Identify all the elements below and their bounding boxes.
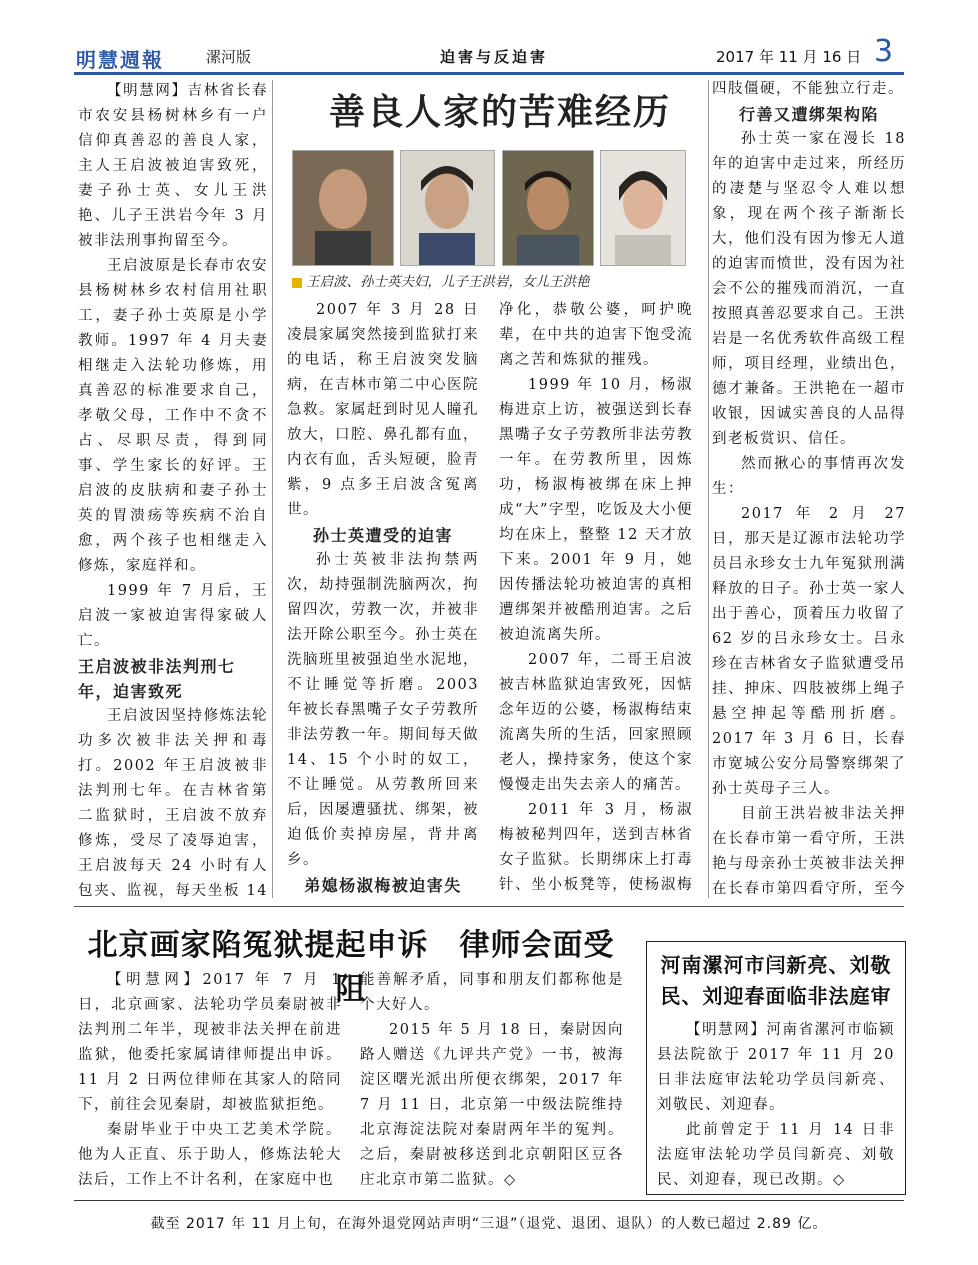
paragraph: 2007 年，二哥王启波被吉林监狱迫害致死，因惦念年迈的公婆，杨淑梅结束流离失所的生活，回家照顾老人，操持家务，使这个家慢慢走出失去亲人的痛苦。 bbox=[499, 652, 693, 793]
paragraph: 秦尉毕业于中央工艺美术学院。他为人正直、乐于助人，修炼法轮大法后，工作上不计名利，在家庭中也 bbox=[78, 1122, 342, 1188]
paragraph: 孙士英一家在漫长 18 年的迫害中走过来，所经历的凄楚与坚忍令人难以想象，现在两个孩子渐渐长大，他们没有因为惨无人道的迫害而愤世，没有因为社会不公的摧残而消沉，一直按照真善忍要求自己。王洪岩是一名优秀软件高级工程师，项目经理，业绩出色，德才兼备。王洪艳在一超市收银，因诚实善良的人品得到老板赏识、信任。 bbox=[712, 131, 906, 447]
photo-wang-hongyan-daughter bbox=[600, 150, 686, 266]
paragraph: 王启波原是长春市农安县杨树林乡农村信用社职工，妻子孙士英原是小学教师。1997 年 4 月夫妻相继走入法轮功修炼，用真善忍的标准要求自己，孝敬父母，工作中不贪不占、尽职尽责，得到同事、学生家长的好评。王启波的皮肤病和妻子孙士英的胃溃疡等疾病不治自愈，两个孩子也相继走入修炼，家庭祥和。 bbox=[78, 258, 268, 574]
article1-title: 善良人家的苦难经历 bbox=[328, 92, 671, 133]
edition-label: 漯河版 bbox=[206, 48, 252, 66]
footer-note: 截至 2017 年 11 月上旬，在海外退党网站声明“三退”（退党、退团、退队）的人数已超过 2.89 亿。 bbox=[150, 1216, 828, 1232]
column-divider bbox=[272, 80, 273, 898]
subheading: 孙士英遭受的迫害 bbox=[312, 526, 453, 545]
paragraph: 目前王洪岩被非法关押在长春市第一看守所，王洪艳与母亲孙士英被非法关押在长春市第四看守所，至今 bbox=[712, 806, 906, 897]
paragraph: 能善解矛盾，同事和朋友们都称他是个大好人。 bbox=[360, 972, 624, 1013]
paragraph: 【明慧网】吉林省长春市农安县杨树林乡有一户信仰真善忍的善良人家，主人王启波被迫害致死，妻子孙士英、女儿王洪艳、儿子王洪岩今年 3 月被非法刑事拘留至今。 bbox=[78, 83, 268, 249]
paragraph: 2017 年 2 月 27 日，那天是辽源市法轮功学员吕永珍女士九年冤狱刑满释放的日子。孙士英一家人出于善心，顶着压力收留了 62 岁的吕永珍女士。吕永珍在吉林省女子监狱遭受吊挂、抻床、四肢被绑上绳子悬空抻起等酷刑折磨。2017 年 3 月 6 日，长春市宽城公安分局警察绑架了孙士英母子三人。 bbox=[712, 506, 906, 797]
photo-sun-shiying bbox=[400, 150, 495, 266]
paragraph: 1999 年 7 月后，王启波一家被迫害得家破人亡。 bbox=[78, 583, 268, 649]
photo-wang-qibo bbox=[292, 150, 394, 266]
page-number: 3 bbox=[874, 34, 894, 69]
article2-column-2 bbox=[360, 968, 624, 1188]
caption-marker-icon bbox=[292, 278, 302, 288]
article1-column-1 bbox=[78, 79, 268, 899]
subheading: 王启波被非法判刑七年，迫害致死 bbox=[78, 657, 236, 701]
column-divider bbox=[708, 80, 709, 898]
article3-box bbox=[646, 941, 906, 1195]
subheading: 弟媳杨淑梅被迫害失 bbox=[304, 876, 462, 895]
paragraph: 2011 年 3 月，杨淑梅被秘判四年，送到吉林省女子监狱。长期绑床上打毒针、坐小板凳等，使杨淑梅 bbox=[499, 802, 693, 893]
article1-column-4 bbox=[712, 77, 906, 899]
article1-column-3 bbox=[499, 298, 693, 900]
paragraph: 【明慧网】河南省漯河市临颍县法院欲于 2017 年 11 月 20 日非法庭审法轮功学员闫新亮、刘敬民、刘迎春。 bbox=[657, 1022, 895, 1113]
article3-body bbox=[647, 1018, 905, 1193]
section-title: 迫害与反迫害 bbox=[440, 48, 549, 66]
photo-caption: 王启波、孙士英夫妇，儿子王洪岩，女儿王洪艳 bbox=[292, 270, 590, 290]
paragraph: 1999 年 10 月，杨淑梅进京上访，被强送到长春黑嘴子女子劳教所非法劳教一年。在劳教所里，因炼功，杨淑梅被绑在床上抻成“大”字型，吃饭及大小便均在床上，整整 12 天才放下来。2001 年 9 月，她因传播法轮功被迫害的真相遭绑架并被酷刑迫害。之后被迫流离失所。 bbox=[499, 377, 693, 643]
paragraph: 孙士英被非法拘禁两次，劫持强制洗脑两次，拘留四次，劳教一次，并被非法开除公职至今。孙士英在洗脑班里被强迫坐水泥地，不让睡觉等折磨。2003 年被长春黑嘴子女子劳教所非法劳教一年。期间每天做 14、15 个小时的奴工，不让睡觉。从劳教所回来后，因屡遭骚扰、绑架，被迫低价卖掉房屋，背井离乡。 bbox=[287, 552, 479, 868]
article1-column-2 bbox=[287, 298, 479, 900]
paragraph: 【明慧网】2017 年 7 月 1 日，北京画家、法轮功学员秦尉被非法判刑二年半，现被非法关押在前进监狱，他委托家属请律师提出申诉。11 月 2 日两位律师在其家人的陪同下，前往会见秦尉，却被监狱拒绝。 bbox=[78, 972, 342, 1113]
header-rule bbox=[74, 72, 904, 75]
newspaper-brand: 明慧週報 bbox=[76, 48, 164, 72]
article2-title: 北京画家陷冤狱提起申诉 律师会面受阻 bbox=[87, 928, 615, 1007]
article3-title: 河南漯河市闫新亮、刘敬民、刘迎春面临非法庭审 bbox=[660, 953, 892, 1008]
paragraph: 净化，恭敬公婆，呵护晚辈，在中共的迫害下饱受流离之苦和炼狱的摧残。 bbox=[499, 302, 693, 368]
section-rule bbox=[74, 906, 904, 907]
paragraph: 王启波因坚持修炼法轮功多次被非法关押和毒打。2002 年王启波被非法判刑七年。在吉林省第二监狱时，王启波不放弃修炼，受尽了凌辱迫害，王启波每天 24 小时有人包夹、监视，每天坐板 14 bbox=[78, 708, 268, 899]
paragraph: 2015 年 5 月 18 日，秦尉因向路人赠送《九评共产党》一书，被海淀区曙光派出所便衣绑架，2017 年 7 月 11 日，北京第一中级法院维持北京海淀法院对秦尉两年半的冤判。之后，秦尉被移送到北京朝阳区豆各庄北京市第二监狱。◇ bbox=[360, 1022, 624, 1188]
footer-rule bbox=[74, 1200, 904, 1201]
issue-date: 2017 年 11 月 16 日 bbox=[716, 48, 862, 66]
article2-column-1 bbox=[78, 968, 342, 1188]
paragraph: 四肢僵硬，不能独立行走。 bbox=[712, 81, 904, 97]
paragraph: 此前曾定于 11 月 14 日非法庭审法轮功学员闫新亮、刘敬民、刘迎春，现已改期。◇ bbox=[657, 1122, 895, 1188]
paragraph: 然而揪心的事情再次发生： bbox=[712, 456, 906, 497]
photo-wang-hongyan-son bbox=[502, 150, 594, 266]
paragraph: 2007 年 3 月 28 日凌晨家属突然接到监狱打来的电话，称王启波突发脑病，在吉林市第二中心医院急救。家属赶到时见人瞳孔放大，口腔、鼻孔都有血，内衣有血，舌头短硬，脸青紫，9 点多王启波含冤离世。 bbox=[287, 302, 479, 518]
subheading: 行善又遭绑架构陷 bbox=[738, 105, 879, 124]
